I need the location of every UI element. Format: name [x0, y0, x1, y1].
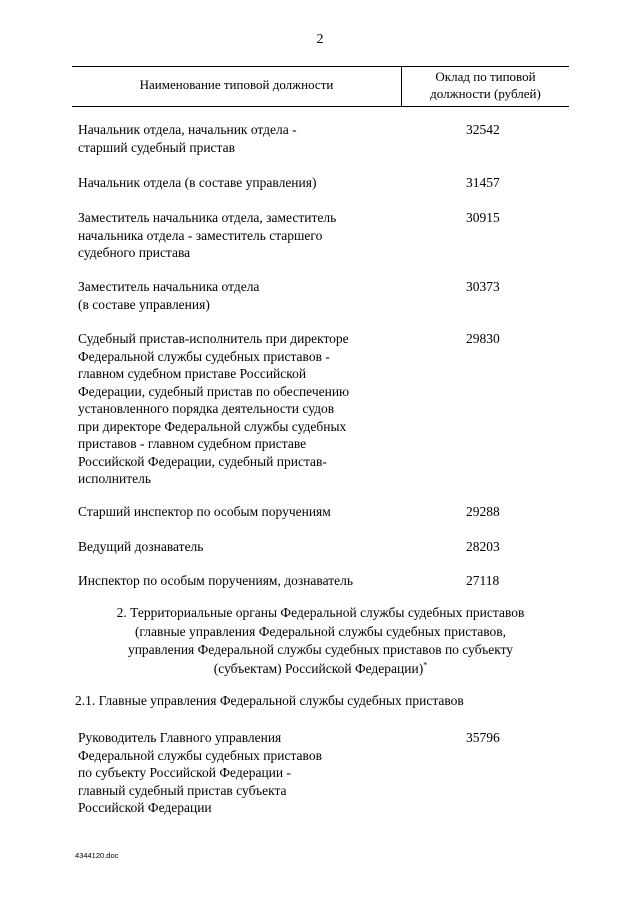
page-number: 2: [316, 32, 324, 47]
position-name: Заместитель начальника отдела, заместитель начальника отдела - заместитель старшего судебного пристава: [78, 210, 337, 260]
footnote-mark: *: [423, 660, 428, 669]
section-2-1-heading: 2.1. Главные управления Федеральной службы судебных приставов: [75, 693, 464, 708]
section-2-heading-text: 2. Территориальные органы Федеральной службы судебных приставов (главные управления Федеральной службы судебных приставов, управления Федеральной службы судебных приставов по субъекту (субъектам) Российской Федерации): [116, 605, 525, 676]
position-name: Судебный пристав-исполнитель при директоре Федеральной службы судебных приставов - главном судебном приставе Российской Федерации, судебный пристав по обеспечению установленного порядка деятельности судов при директоре Федеральной службы судебных приставов - главном судебном приставе Российской Федерации, судебный пристав- исполнитель: [78, 331, 350, 486]
position-name: Старший инспектор по особым поручениям: [78, 504, 331, 519]
salary-column-header: Оклад по типовой должности (рублей): [430, 69, 541, 101]
position-name: Заместитель начальника отдела (в составе управления): [78, 279, 260, 312]
salary-value: 31457: [466, 175, 500, 190]
position-column-header: Наименование типовой должности: [139, 77, 334, 92]
section-2-heading: [72, 604, 569, 678]
salary-value: 30373: [466, 279, 500, 294]
salary-value: 35796: [466, 730, 500, 745]
salary-value: 28203: [466, 539, 500, 554]
table-header-bottom-rule: [72, 106, 569, 107]
position-name: Ведущий дознаватель: [78, 539, 204, 554]
position-name: Начальник отдела, начальник отдела - старший судебный пристав: [78, 122, 297, 155]
salary-value: 29830: [466, 331, 500, 346]
table-header-top-rule: [72, 66, 569, 67]
position-name: Руководитель Главного управления Федеральной службы судебных приставов по субъекту Российской Федерации - главный судебный пристав субъекта Российской Федерации: [78, 730, 322, 815]
salary-value: 27118: [466, 573, 500, 588]
footer-file-name: 4344120.doc: [75, 851, 119, 860]
salary-value: 30915: [466, 210, 500, 225]
salary-value: 29288: [466, 504, 500, 519]
position-name: Начальник отдела (в составе управления): [78, 175, 317, 190]
position-name: Инспектор по особым поручениям, дознаватель: [78, 573, 354, 588]
salary-value: 32542: [466, 122, 500, 137]
